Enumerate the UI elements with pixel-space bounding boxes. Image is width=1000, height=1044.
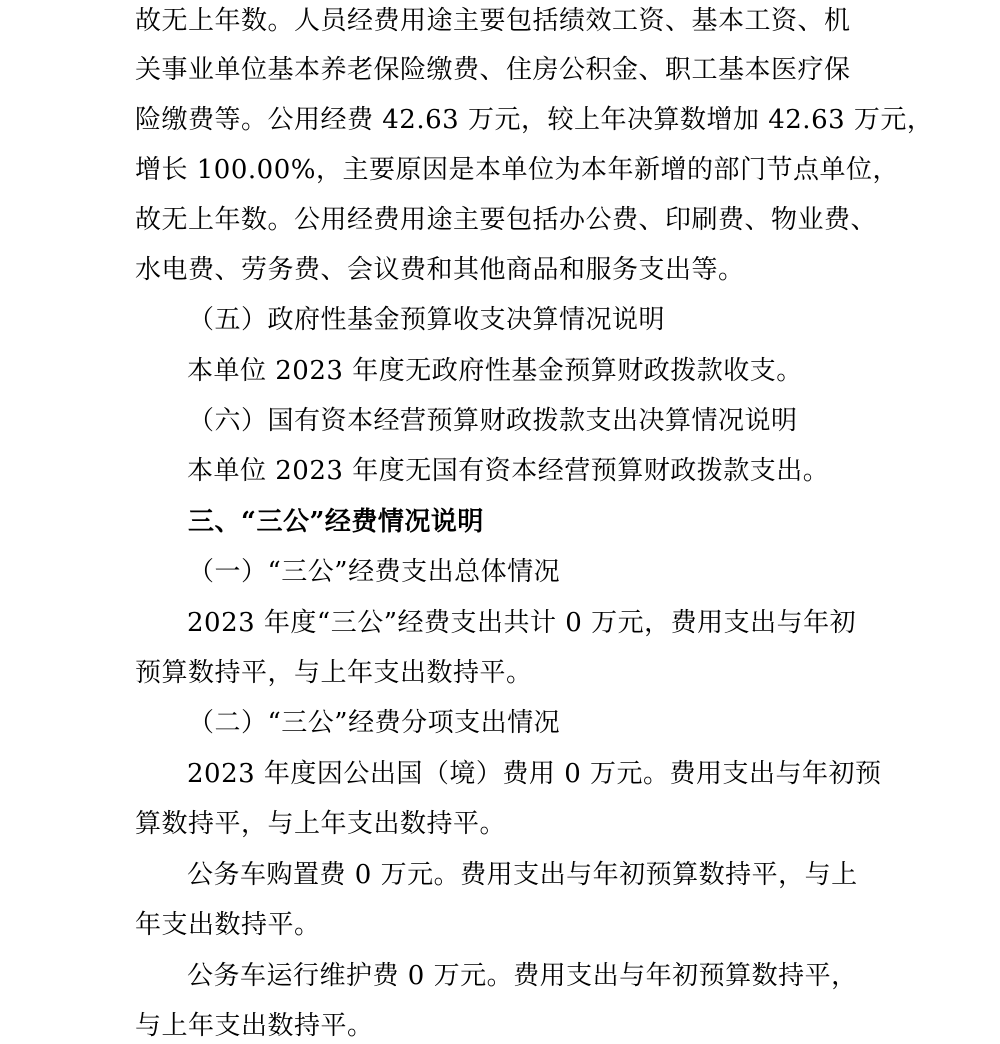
paragraph-line: 2023 年度“三公”经费支出共计 0 万元，费用支出与年初 [187, 608, 857, 638]
paragraph-line: 年支出数持平。 [135, 910, 321, 940]
paragraph-line: 故无上年数。公用经费用途主要包括办公费、印刷费、物业费、 [135, 205, 878, 235]
subsection-heading-2: （二）“三公”经费分项支出情况 [188, 708, 561, 738]
section-heading-3: 三、“三公”经费情况说明 [188, 507, 484, 537]
section-heading-6: （六）国有资本经营预算财政拨款支出决算情况说明 [188, 406, 798, 436]
paragraph-line: 关事业单位基本养老保险缴费、住房公积金、职工基本医疗保 [135, 55, 851, 85]
paragraph-line: 增长 100.00%，主要原因是本单位为本年新增的部门节点单位， [135, 155, 899, 185]
paragraph-line: 水电费、劳务费、会议费和其他商品和服务支出等。 [135, 255, 745, 285]
paragraph-line: 2023 年度因公出国（境）费用 0 万元。费用支出与年初预 [187, 759, 882, 789]
section-heading-5: （五）政府性基金预算收支决算情况说明 [188, 305, 666, 335]
paragraph-line: 公务车运行维护费 0 万元。费用支出与年初预算数持平， [187, 961, 858, 991]
paragraph-line: 算数持平，与上年支出数持平。 [135, 809, 507, 839]
paragraph-line: 本单位 2023 年度无政府性基金预算财政拨款收支。 [187, 356, 803, 386]
paragraph-line: 本单位 2023 年度无国有资本经营预算财政拨款支出。 [187, 456, 830, 486]
paragraph-line: 公务车购置费 0 万元。费用支出与年初预算数持平，与上 [187, 860, 858, 890]
paragraph-line: 险缴费等。公用经费 42.63 万元，较上年决算数增加 42.63 万元， [135, 105, 934, 135]
paragraph-line: 预算数持平，与上年支出数持平。 [135, 658, 533, 688]
paragraph-line: 与上年支出数持平。 [135, 1011, 374, 1041]
subsection-heading-1: （一）“三公”经费支出总体情况 [188, 557, 561, 587]
paragraph-line: 故无上年数。人员经费用途主要包括绩效工资、基本工资、机 [135, 6, 851, 36]
